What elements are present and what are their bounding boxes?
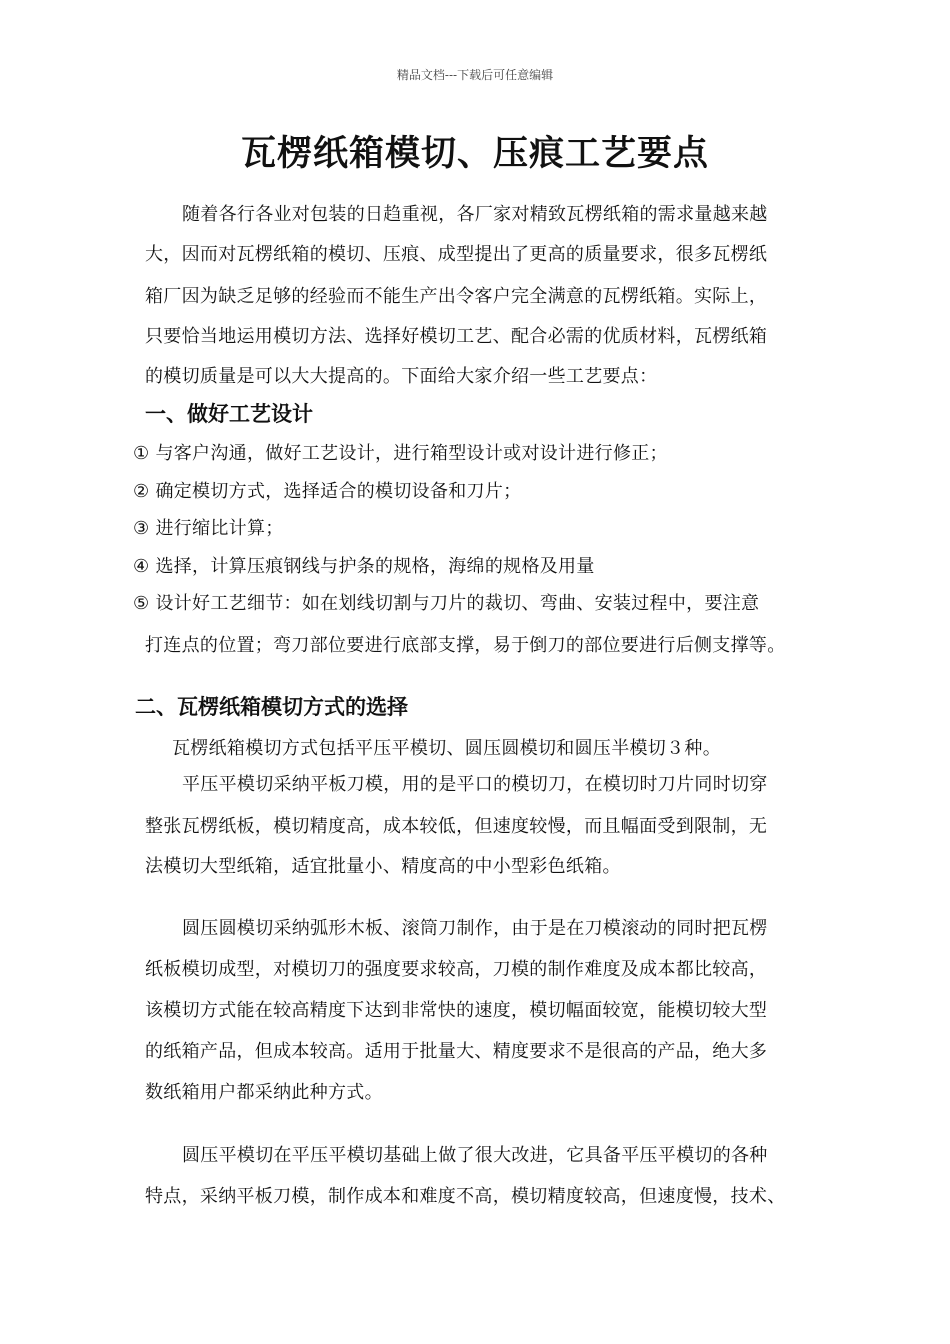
intro-line: 的模切质量是可以大大提高的。下面给大家介绍一些工艺要点：	[145, 366, 658, 387]
list-item-continuation: 打连点的位置；弯刀部位要进行底部支撑，易于倒刀的部位要进行后侧支撑等。	[145, 635, 786, 656]
list-item: ④ 选择，计算压痕钢线与护条的规格，海绵的规格及用量	[133, 556, 595, 577]
paragraph-line: 纸板模切成型，对模切刀的强度要求较高，刀模的制作难度及成本都比较高，	[145, 959, 768, 980]
paragraph-line: 特点，采纳平板刀模，制作成本和难度不高，模切精度较高，但速度慢，技术、	[145, 1186, 786, 1207]
intro-line: 箱厂因为缺乏足够的经验而不能生产出令客户完全满意的瓦楞纸箱。实际上，	[145, 286, 768, 307]
document-title: 瓦楞纸箱模切、压痕工艺要点	[240, 133, 709, 174]
paragraph-line: 平压平模切采纳平板刀模，用的是平口的模切刀，在模切时刀片同时切穿	[182, 774, 768, 795]
section-heading: 一、做好工艺设计	[145, 402, 313, 426]
intro-line: 大，因而对瓦楞纸箱的模切、压痕、成型提出了更高的质量要求，很多瓦楞纸	[145, 244, 768, 265]
page-header: 精品文档---下载后可任意编辑	[396, 68, 554, 82]
paragraph-line: 整张瓦楞纸板，模切精度高，成本较低，但速度较慢，而且幅面受到限制，无	[145, 816, 768, 837]
list-item: ③ 进行缩比计算；	[133, 518, 284, 539]
list-item: ⑤ 设计好工艺细节：如在划线切割与刀片的裁切、弯曲、安装过程中，要注意	[133, 593, 760, 614]
section-summary: 瓦楞纸箱模切方式包括平压平模切、圆压圆模切和圆压半模切３种。	[172, 738, 721, 759]
intro-line: 随着各行各业对包装的日趋重视，各厂家对精致瓦楞纸箱的需求量越来越	[182, 204, 768, 225]
list-item: ① 与客户沟通，做好工艺设计，进行箱型设计或对设计进行修正；	[133, 443, 668, 464]
paragraph-line: 圆压平模切在平压平模切基础上做了很大改进，它具备平压平模切的各种	[182, 1145, 768, 1166]
list-item: ② 确定模切方式，选择适合的模切设备和刀片；	[133, 481, 522, 502]
paragraph-line: 法模切大型纸箱，适宜批量小、精度高的中小型彩色纸箱。	[145, 856, 621, 877]
intro-line: 只要恰当地运用模切方法、选择好模切工艺、配合必需的优质材料，瓦楞纸箱	[145, 326, 768, 347]
paragraph-line: 圆压圆模切采纳弧形木板、滚筒刀制作，由于是在刀模滚动的同时把瓦楞	[182, 918, 768, 939]
paragraph-line: 的纸箱产品，但成本较高。适用于批量大、精度要求不是很高的产品，绝大多	[145, 1041, 768, 1062]
section-heading: 二、瓦楞纸箱模切方式的选择	[135, 695, 408, 719]
paragraph-line: 该模切方式能在较高精度下达到非常快的速度，模切幅面较宽，能模切较大型	[145, 1000, 768, 1021]
paragraph-line: 数纸箱用户都采纳此种方式。	[145, 1082, 383, 1103]
